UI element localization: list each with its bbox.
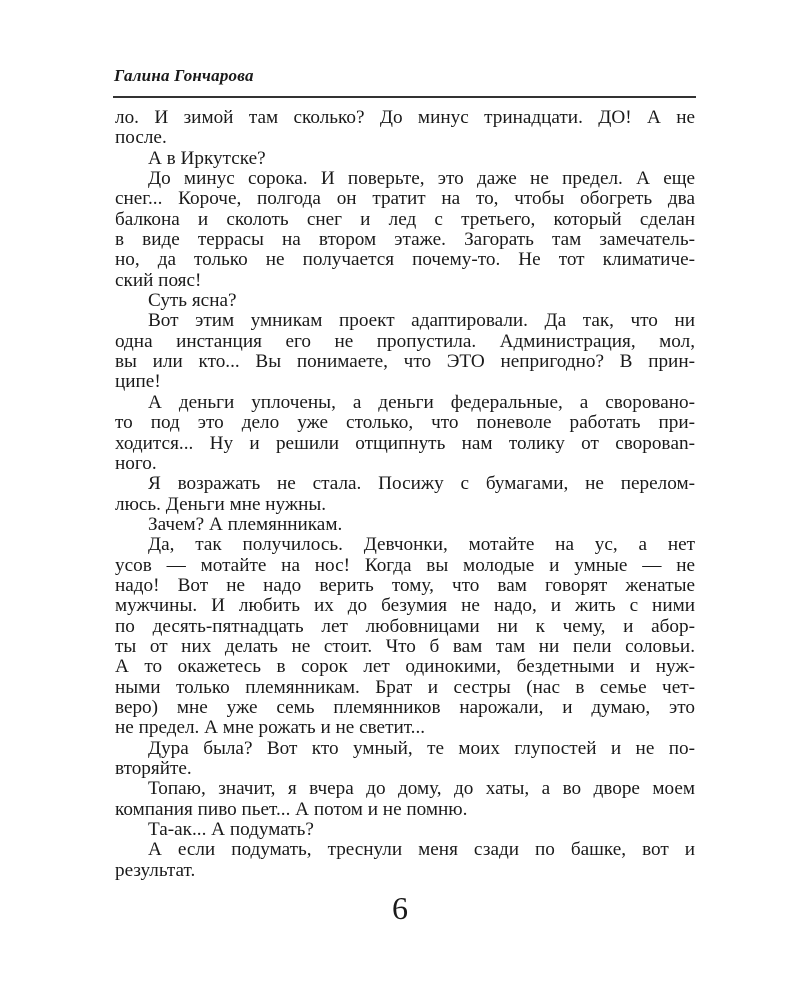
text-line: ты от них делать не стоит. Что б вам там ни пели соловьи. <box>115 635 695 657</box>
text-line: А деньги уплочены, а деньги федеральные, а своровано- <box>148 391 695 413</box>
text-line: усов — мотайте на нос! Когда вы молодые и умные — не <box>115 554 695 576</box>
text-line: одна инстанция его не пропустила. Администрация, мол, <box>115 330 695 352</box>
text-line: по десять-пятнадцать лет любовницами ни к чему, и абор- <box>115 615 695 637</box>
text-line: А то окажетесь в сорок лет одинокими, бездетными и нуж- <box>115 656 695 678</box>
text-line: ципе! <box>115 371 161 393</box>
text-line: Вот этим умникам проект адаптировали. Да так, что ни <box>148 310 695 332</box>
text-line: ский пояс! <box>115 269 202 291</box>
text-line: Да, так получилось. Девчонки, мотайте на ус, а нет <box>148 534 695 556</box>
text-line: ходится... Ну и решили отщипнуть нам толику от своровan- <box>115 432 695 454</box>
text-line: Дура была? Вот кто умный, те моих глупостей и не по- <box>148 737 695 759</box>
text-line: не предел. А мне рожать и не светит... <box>115 717 426 739</box>
text-line: веро) мне уже семь племянников нарожали, и думаю, это <box>115 696 695 718</box>
text-line: Суть ясна? <box>148 290 237 312</box>
text-line: балкона и сколоть снег и лед с третьего, который сделан <box>115 208 695 230</box>
text-line: А в Иркутске? <box>148 147 266 169</box>
body-text <box>115 108 695 881</box>
text-line: после. <box>115 127 167 149</box>
text-line: Зачем? А племянникам. <box>148 513 343 535</box>
text-line: снег... Короче, полгода он тратит на то, чтобы обогреть два <box>115 188 695 210</box>
header-rule <box>113 96 696 98</box>
text-line: мужчины. И любить их до безумия не надо, и жить с ними <box>115 595 695 617</box>
text-line: надо! Вот не надо верить тому, что вам говорят женатые <box>115 574 695 596</box>
text-line: ными только племянникам. Брат и сестры (нас в семье чет- <box>115 676 695 698</box>
text-line: то под это дело уже столько, что поневоле работать при- <box>115 412 695 434</box>
page-number: 6 <box>392 890 408 926</box>
text-line: вторяйте. <box>115 758 192 779</box>
text-line: но, да только не получается почему-то. Не тот климатиче- <box>115 249 695 271</box>
running-header: Галина Гончарова <box>114 66 254 85</box>
text-line: Та-ак... А подумать? <box>148 819 314 841</box>
text-line: люсь. Деньги мне нужны. <box>115 493 327 515</box>
text-line: Я возражать не стала. Посижу с бумагами, не перелом- <box>148 473 695 495</box>
text-line: ло. И зимой там сколько? До минус тринадцати. ДО! А не <box>115 107 695 128</box>
text-line: Топаю, значит, я вчера до дому, до хаты, а во дворе моем <box>148 778 695 800</box>
text-line: До минус сорока. И поверьте, это даже не предел. А еще <box>148 168 695 190</box>
text-line: в виде террасы на втором этаже. Загорать там замечатель- <box>115 229 695 251</box>
text-line: результат. <box>115 859 196 881</box>
text-line: вы или кто... Вы понимаете, что ЭТО непригодно? В прин- <box>115 351 695 373</box>
text-line: А если подумать, треснули меня сзади по башке, вот и <box>148 839 695 861</box>
text-line: компания пиво пьет... А потом и не помню. <box>115 798 468 820</box>
text-line: ного. <box>115 452 157 474</box>
